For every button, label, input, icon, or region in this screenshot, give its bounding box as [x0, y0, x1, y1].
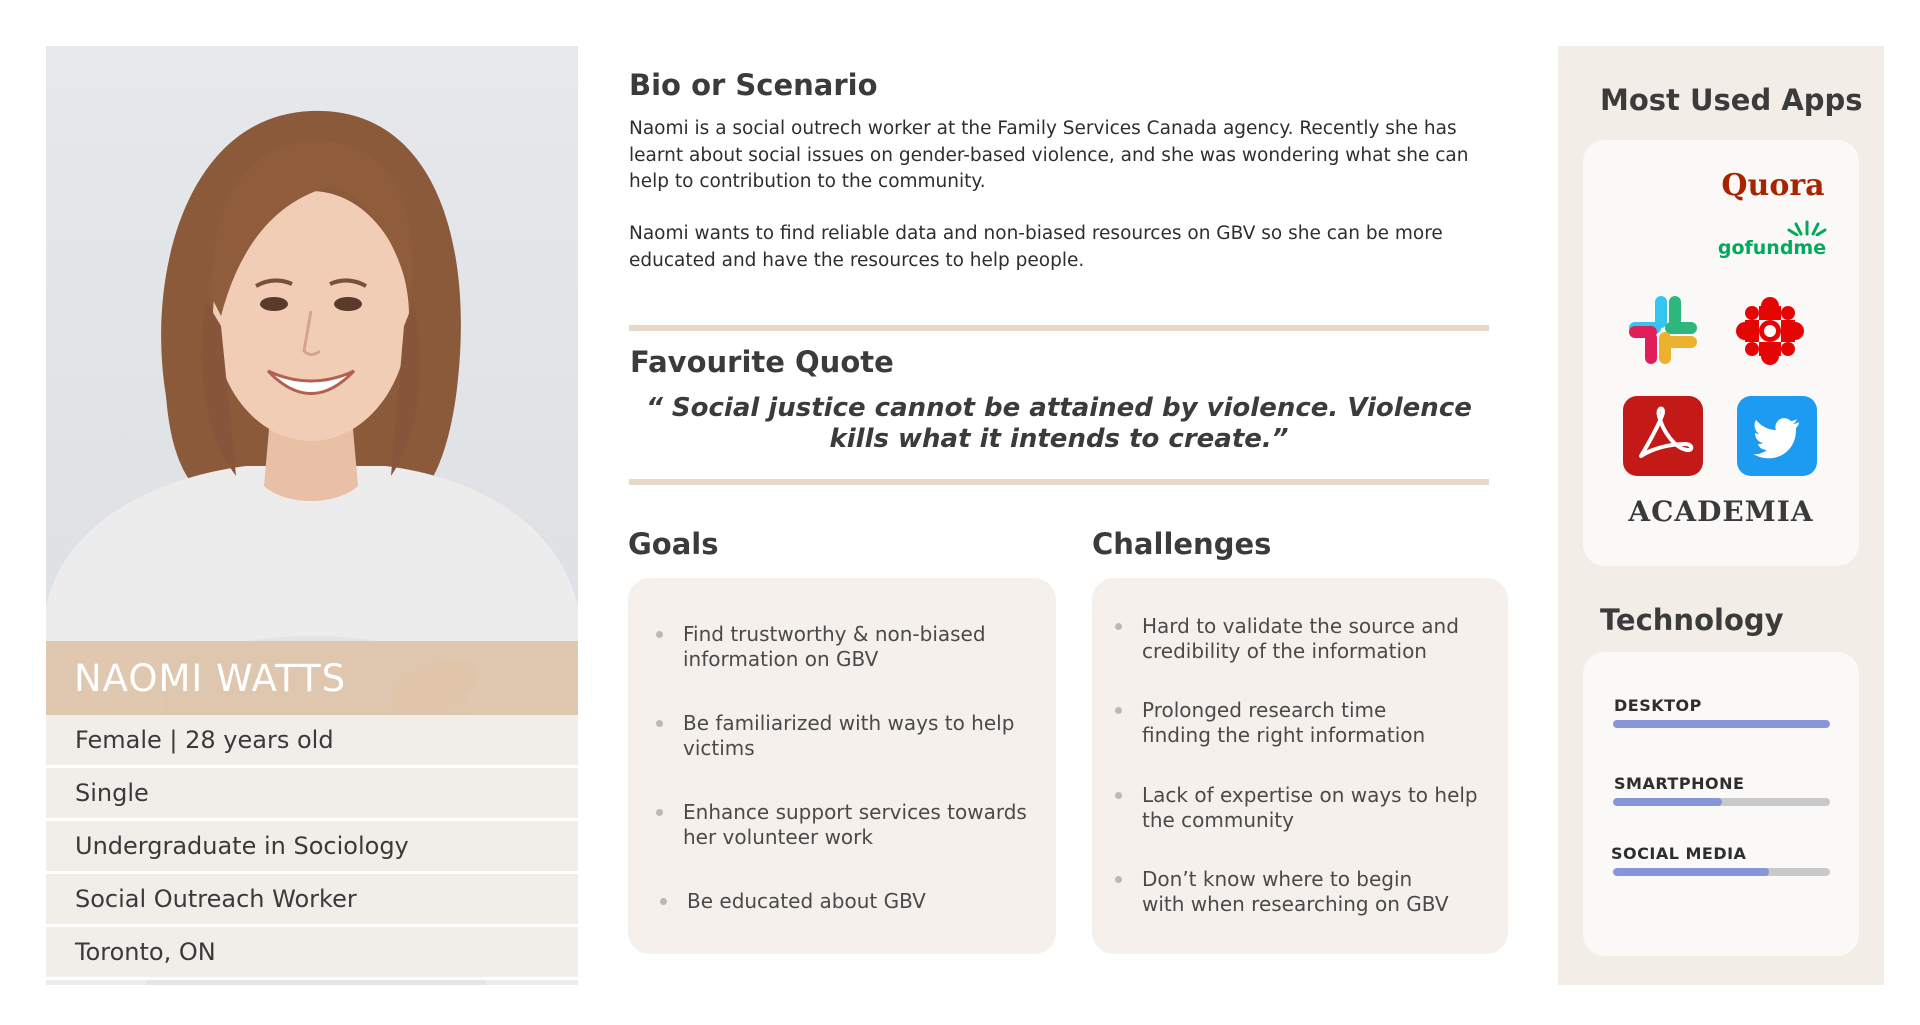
challenge-text: Hard to validate the source and credibility of the information — [1142, 614, 1459, 663]
list-item — [1115, 867, 1455, 917]
apps-card — [1583, 140, 1859, 566]
tech-label-social-media: SOCIAL MEDIA — [1611, 844, 1747, 863]
favourite-quote: “ Social justice cannot be attained by violence. Violence kills what it intends to create.” — [646, 393, 1472, 454]
goals-card — [628, 578, 1056, 954]
technology-card — [1583, 652, 1859, 956]
divider — [629, 479, 1489, 485]
challenge-text: Lack of expertise on ways to help the community — [1142, 783, 1478, 832]
challenges-card — [1092, 578, 1508, 954]
tech-fill — [1613, 798, 1722, 806]
academia-logo: ACADEMIA — [1628, 495, 1814, 528]
detail-occupation: Social Outreach Worker — [46, 874, 578, 927]
list-item — [1115, 783, 1490, 833]
challenge-text: Prolonged research time finding the right information — [1142, 698, 1426, 747]
gofundme-logo — [1713, 218, 1831, 268]
gofundme-wordmark: gofundme — [1717, 237, 1827, 259]
persona-details — [46, 715, 578, 980]
challenge-text: Don’t know where to begin with when researching on GBV — [1142, 867, 1449, 916]
goal-text: Find trustworthy & non-biased information on GBV — [683, 622, 986, 671]
goals-heading: Goals — [628, 527, 719, 561]
tech-fill — [1613, 868, 1769, 876]
goal-text: Be educated about GBV — [687, 889, 926, 913]
quote-heading: Favourite Quote — [630, 345, 894, 379]
tech-fill — [1613, 720, 1830, 728]
bullet-icon — [1115, 792, 1122, 799]
bullet-icon — [656, 631, 663, 638]
cbc-gem-icon — [1733, 294, 1807, 368]
goal-text: Enhance support services towards her volunteer work — [683, 800, 1027, 849]
acrobat-reader-icon — [1623, 396, 1703, 476]
list-item — [660, 889, 1040, 914]
bullet-icon — [656, 720, 663, 727]
divider — [629, 325, 1489, 331]
detail-marital-status: Single — [46, 768, 578, 821]
technology-heading: Technology — [1600, 603, 1784, 637]
bio-heading: Bio or Scenario — [629, 68, 878, 102]
challenges-heading: Challenges — [1092, 527, 1272, 561]
gofundme-burst-icon — [1713, 218, 1831, 236]
tech-bar-desktop — [1613, 720, 1830, 728]
bio-paragraph-2: Naomi wants to find reliable data and non-biased resources on GBV so she can be more educated and have the resources to help people. — [629, 223, 1443, 271]
detail-education: Undergraduate in Sociology — [46, 821, 578, 874]
list-item — [656, 711, 1036, 761]
bullet-icon — [1115, 707, 1122, 714]
bullet-icon — [660, 898, 667, 905]
tech-bar-social-media — [1613, 868, 1830, 876]
tech-label-desktop: DESKTOP — [1614, 696, 1702, 715]
apps-heading: Most Used Apps — [1600, 83, 1863, 117]
tech-label-smartphone: SMARTPHONE — [1614, 774, 1745, 793]
goal-text: Be familiarized with ways to help victims — [683, 711, 1015, 760]
tech-bar-smartphone — [1613, 798, 1830, 806]
quora-logo: Quora — [1721, 168, 1825, 203]
bio-paragraph-1: Naomi is a social outrech worker at the Family Services Canada agency. Recently she has learnt about social issues on gender-based violence, and she was wondering what she can help to contribution to the community. — [629, 118, 1469, 192]
bullet-icon — [656, 809, 663, 816]
twitter-icon — [1737, 396, 1817, 476]
detail-gender-age: Female | 28 years old — [46, 715, 578, 768]
bullet-icon — [1115, 623, 1122, 630]
persona-name-band — [46, 641, 578, 715]
list-item — [1115, 614, 1495, 664]
list-item — [1115, 698, 1455, 748]
bullet-icon — [1115, 876, 1122, 883]
slack-icon — [1625, 292, 1701, 368]
detail-location: Toronto, ON — [46, 927, 578, 980]
persona-name: NAOMI WATTS — [74, 656, 347, 700]
list-item — [656, 800, 1051, 850]
list-item — [656, 622, 1036, 672]
profile-card — [46, 46, 578, 985]
